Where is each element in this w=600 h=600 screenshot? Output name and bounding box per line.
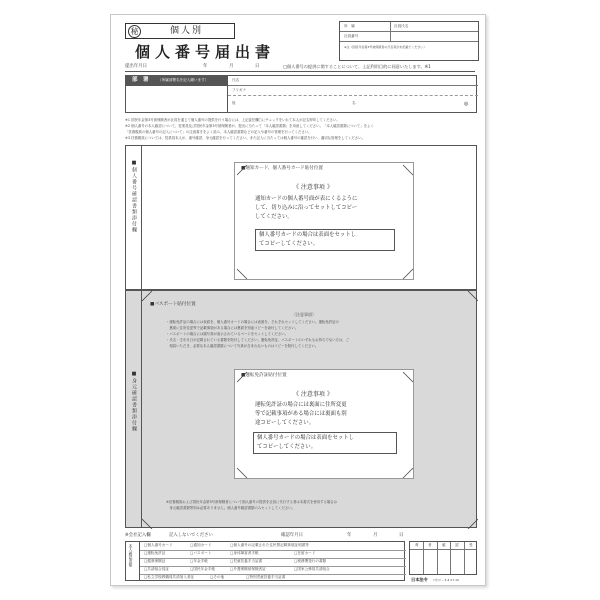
stamp-header-4: 認 bbox=[455, 543, 459, 547]
note-3: 「扶養親族の個人番号の記入について」の注意書きをよく読み、本人確認書類などの記入や番号の管理を行ってください。 bbox=[125, 130, 312, 134]
identity-section-side-label: ■身元確認書類添付欄 bbox=[131, 371, 137, 432]
note-2: ※2 個人番号の本人確認について、従業員及び国民年金第3号被保険者が、提出に当たって「本人確認書類」を用意してください。「本人確認書類について」をよく bbox=[125, 124, 374, 128]
publisher-brand: 日本法令 bbox=[411, 577, 428, 582]
category-box bbox=[125, 23, 235, 39]
check-health-insurance[interactable]: □健康保険証 bbox=[144, 559, 166, 563]
personal-number-form bbox=[110, 14, 486, 586]
license-corner-guides bbox=[235, 370, 415, 480]
seal-mark-icon: ◎ bbox=[464, 101, 469, 107]
confirm-month-unit: 月 bbox=[373, 533, 378, 538]
card-notice-line-1: 通知カードの個人番号面が表にくるように bbox=[255, 196, 358, 202]
passport-paste-label: ■パスポート貼付位置 bbox=[150, 302, 196, 307]
employee-number-field-label: 社員番号 bbox=[344, 34, 359, 38]
card-paste-label: ■通知カード、個人番号カード貼付位置 bbox=[241, 166, 324, 171]
check-care-insurance[interactable]: □介護保険被保険者証 bbox=[230, 567, 266, 571]
check-resident-certificate[interactable]: □個人番号の記載された住民票記載事項証明書等 bbox=[230, 543, 309, 547]
check-special-child-allowance[interactable]: □特別児童扶養手当証書 bbox=[246, 575, 286, 579]
dept-label: 部 署 bbox=[132, 77, 149, 83]
check-disability-handbook[interactable]: □身体障害者手帳 bbox=[230, 551, 259, 555]
header-info-box bbox=[339, 21, 479, 61]
submit-month-unit: 月 bbox=[229, 64, 234, 69]
surname-label: 姓 bbox=[232, 101, 236, 105]
name-label: 氏名 bbox=[232, 78, 240, 82]
check-child-allowance[interactable]: □児童扶養手当証書 bbox=[230, 559, 263, 563]
check-private-school-card[interactable]: □私立学校教職員共済加入者証 bbox=[144, 575, 195, 579]
license-paste-label: ■運転免許証貼付位置 bbox=[241, 373, 287, 378]
check-national-pension-book[interactable]: □国民年金手帳 bbox=[190, 567, 215, 571]
license-notice-title: 《 注意事項 》 bbox=[293, 391, 333, 398]
identity-attach-section bbox=[125, 290, 477, 528]
confirm-day-unit: 日 bbox=[399, 533, 404, 538]
check-national-civil-servant[interactable]: □国家公務員共済組合 bbox=[294, 567, 330, 571]
card-section-side-label: ■個人番号確認書類添付欄 bbox=[131, 160, 137, 233]
license-notice-line-1: 運転免許証の場合には裏面に住所変更 bbox=[255, 402, 347, 408]
license-notice-line-2: 等で記載事項がある場合には裏面も別 bbox=[255, 411, 347, 417]
card-notice-line-2: して、切り込みに沿ってセットしてコピー bbox=[255, 205, 358, 211]
stamp-header-5: 受 bbox=[469, 543, 473, 547]
stamp-header-3: 確 bbox=[442, 543, 446, 547]
submit-date-label: 提出年月日 bbox=[125, 64, 147, 69]
check-personal-number-card[interactable]: □個人番号カード bbox=[144, 543, 173, 547]
furigana-label: フリガナ bbox=[232, 88, 247, 92]
stamp-header-2: 者 bbox=[428, 543, 432, 547]
license-sub-notice-line-1: 個人番号カードの場合は表面をセットし bbox=[257, 435, 355, 441]
stamp-box bbox=[409, 541, 477, 575]
check-drivers-license[interactable]: □運転免許証 bbox=[144, 551, 166, 555]
check-notification-card[interactable]: □通知カード bbox=[190, 543, 212, 547]
consent-text[interactable]: □個人番号の提供に関することについて、上記利用目的に同意いたします。※1 bbox=[283, 64, 431, 69]
checklist-side-label: 本人確認書類 bbox=[129, 544, 134, 567]
passport-footer-note-2: 身元確認書類等別は必要ありません。個人番号確認書類のみセットしてください。 bbox=[166, 506, 296, 510]
card-notice-title: 《 注意事項 》 bbox=[293, 184, 333, 191]
card-corner-guides bbox=[235, 163, 415, 281]
license-sub-notice-line-2: てコピーしてください。 bbox=[257, 444, 317, 450]
category-label: 個人別 bbox=[170, 26, 204, 36]
page-title: 個人番号届出書 bbox=[135, 43, 276, 61]
passport-note-1: ・運転免許証の場合には表面を、個人番号カードの場合には表面を、それぞれセットしてください。運転免許証の bbox=[166, 320, 339, 324]
submit-year-unit: 年 bbox=[203, 64, 208, 69]
given-name-label: 名 bbox=[352, 101, 356, 105]
office-use-sub-label: 記入しないでください bbox=[169, 533, 213, 538]
form-code: ﾏｲﾅﾝﾊﾞｰ 3-4 27.10 bbox=[433, 578, 459, 582]
note-1: ※1 国民年金第3号被保険者が社員を通じて個人番号の提供を行う場合には、上記委任欄□にチェックをいれて本人が記名押印してください。 bbox=[125, 118, 340, 122]
card-attach-section bbox=[125, 145, 477, 290]
license-notice-line-3: 途コピーしてください。 bbox=[255, 420, 315, 426]
passport-note-4: ・氏名・生年月日が記載されている書類を貼付してください。運転免許証、パスポートのいずれもお持ちでない方は、ご bbox=[166, 338, 350, 342]
header-note: ※注（国民年金第3号被保険者の氏名等が未記載でください） bbox=[344, 45, 427, 49]
applicant-info-row bbox=[125, 75, 477, 113]
passport-notes-title: （注意事項） bbox=[292, 312, 316, 317]
check-mutual-aid-card[interactable]: □共済組合員証 bbox=[144, 567, 169, 571]
office-use-label: ※会社記入欄 bbox=[125, 533, 151, 538]
stamp-header-1: 責 bbox=[415, 543, 419, 547]
confirm-year-unit: 年 bbox=[347, 533, 352, 538]
id-document-checklist bbox=[125, 541, 405, 581]
check-residence-card[interactable]: □在留カード bbox=[294, 551, 316, 555]
confidential-seal-icon: 秘 bbox=[128, 25, 141, 38]
confirm-date-label: 確認年月日 bbox=[281, 533, 303, 538]
passport-note-3: ・パスポートの場合には顔写真が表示されているページをセットしてください。 bbox=[166, 332, 288, 336]
license-paste-area bbox=[234, 369, 414, 479]
card-sub-notice-line-2: てコピーしてください。 bbox=[259, 241, 319, 247]
passport-note-2: 裏面に住所変更等で記載事項がある場合には裏面を別途コピーを添付してください。 bbox=[166, 326, 299, 330]
submit-day-unit: 日 bbox=[255, 64, 260, 69]
card-sub-notice-line-1: 個人番号カードの場合は表面をセットし bbox=[259, 232, 357, 238]
passport-footer-note-1: ※扶養親族および国民年金第3号被保険者について個人番号の提供を社員に代行する者は本書式を使用する場合は bbox=[166, 500, 338, 504]
check-pension-book[interactable]: □年金手帳 bbox=[190, 559, 208, 563]
card-paste-area bbox=[234, 162, 414, 280]
dept-field-label: 所 属 bbox=[344, 24, 355, 28]
passport-note-5: 相談いただき、必要な本人確認書類について写真が含まれないものはコピーを貼付してください。 bbox=[166, 344, 319, 348]
card-notice-line-3: してください。 bbox=[255, 214, 293, 220]
note-4: ※3 扶養親族については、従業員本人が、番号確認、身元確認を行ってください。また記入に当たっては個人番号の確認を行い、適切な管理をしてください。 bbox=[125, 136, 365, 140]
check-passport[interactable]: □パスポート bbox=[190, 551, 212, 555]
dept-sub-label: （所属部署名を記入願います） bbox=[158, 78, 209, 82]
check-tax-office-doc[interactable]: □税務署発行の書類 bbox=[294, 559, 327, 563]
check-other[interactable]: □その他 bbox=[210, 575, 225, 579]
employee-name-field-label: 社員氏名 bbox=[394, 24, 409, 28]
